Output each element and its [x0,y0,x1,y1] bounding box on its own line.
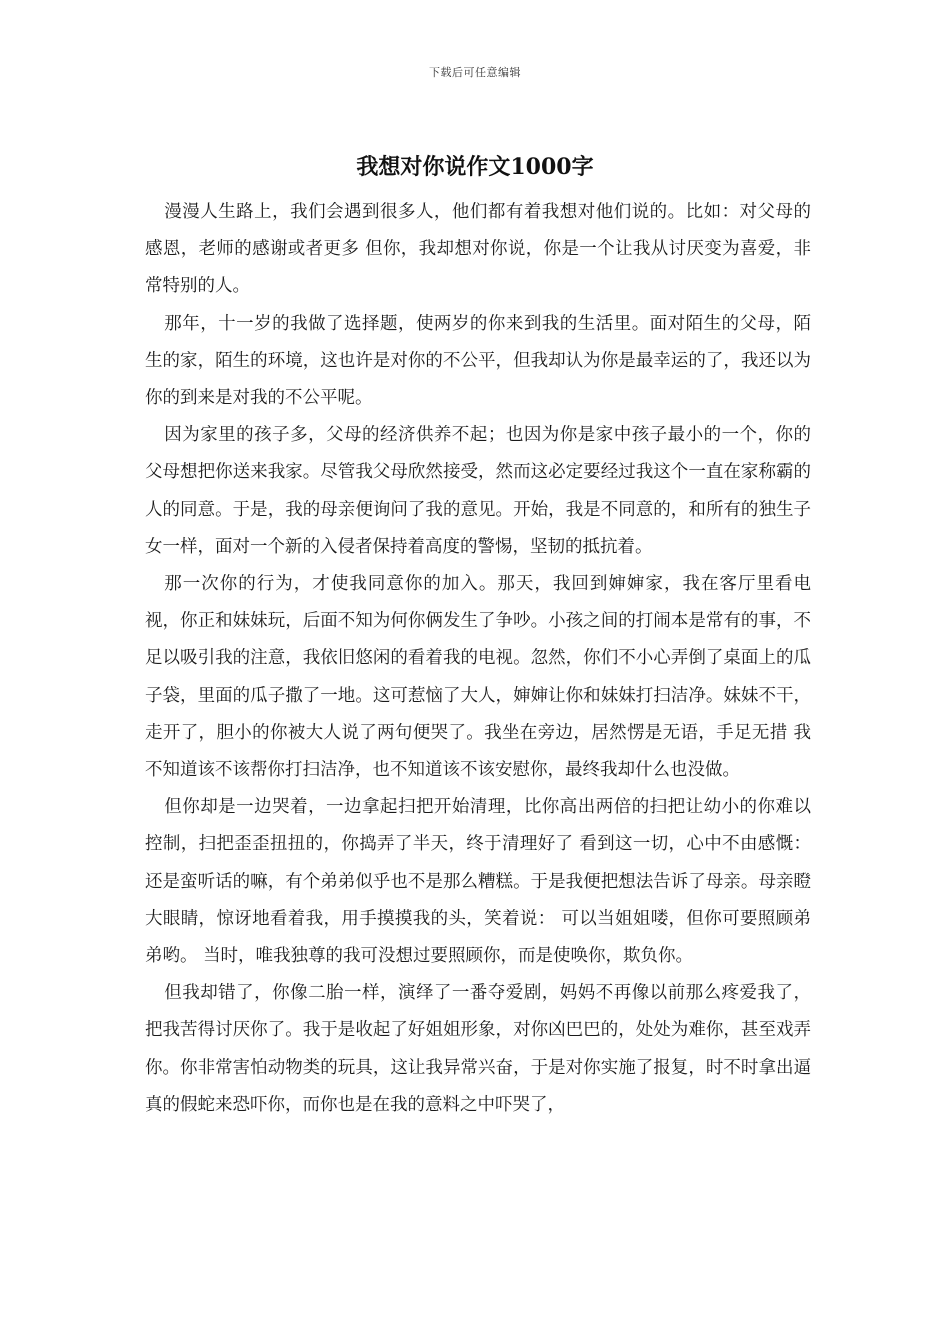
paragraph: 但你却是一边哭着，一边拿起扫把开始清理，比你高出两倍的扫把让幼小的你难以控制，扫把歪歪扭扭的，你捣弄了半天，终于清理好了 看到这一切，心中不由感慨：还是蛮听话的嘛，有个弟弟似乎也不是那么糟糕。于是我便把想法告诉了母亲。母亲瞪大眼睛，惊讶地看着我，用手摸摸我的头，笑着说： 可以当姐姐喽，但你可要照顾弟弟哟。 当时，唯我独尊的我可没想过要照顾你，而是使唤你，欺负你。 [145,797,811,967]
paragraph: 漫漫人生路上，我们会遇到很多人，他们都有着我想对他们说的。比如：对父母的感恩，老师的感谢或者更多 但你，我却想对你说，你是一个让我从讨厌变为喜爱，非常特别的人。 [145,202,811,297]
header-note: 下载后可任意编辑 [429,66,521,79]
document-title: 我想对你说作文1000字 [356,154,594,180]
paragraph: 但我却错了，你像二胎一样，演绎了一番夺爱剧，妈妈不再像以前那么疼爱我了，把我苦得讨厌你了。我于是收起了好姐姐形象，对你凶巴巴的，处处为难你，甚至戏弄你。你非常害怕动物类的玩具，这让我异常兴奋，于是对你实施了报复，时不时拿出逼真的假蛇来恐吓你，而你也是在我的意料之中吓哭了， [145,983,811,1115]
paragraph: 那年，十一岁的我做了选择题，使两岁的你来到我的生活里。面对陌生的父母，陌生的家，陌生的环境，这也许是对你的不公平，但我却认为你是最幸运的了，我还以为你的到来是对我的不公平呢。 [145,313,811,409]
paragraph: 那一次你的行为，才使我同意你的加入。那天，我回到婶婶家，我在客厅里看电视，你正和妹妹玩，后面不知为何你俩发生了争吵。小孩之间的打闹本是常有的事，不足以吸引我的注意，我依旧悠闲的看着我的电视。忽然，你们不小心弄倒了桌面上的瓜子袋，里面的瓜子撒了一地。这可惹恼了大人，婶婶让你和妹妹打扫洁净。妹妹不干，走开了，胆小的你被大人说了两句便哭了。我坐在旁边，居然愣是无语，手足无措 我不知道该不该帮你打扫洁净，也不知道该不该安慰你，最终我却什么也没做。 [145,574,811,781]
paragraph: 因为家里的孩子多，父母的经济供养不起；也因为你是家中孩子最小的一个，你的父母想把你送来我家。尽管我父母欣然接受，然而这必定要经过我这个一直在家称霸的人的同意。于是，我的母亲便询问了我的意见。开始，我是不同意的，和所有的独生子女一样，面对一个新的入侵者保持着高度的警惕，坚韧的抵抗着。 [145,425,811,557]
document-body [145,194,811,1124]
